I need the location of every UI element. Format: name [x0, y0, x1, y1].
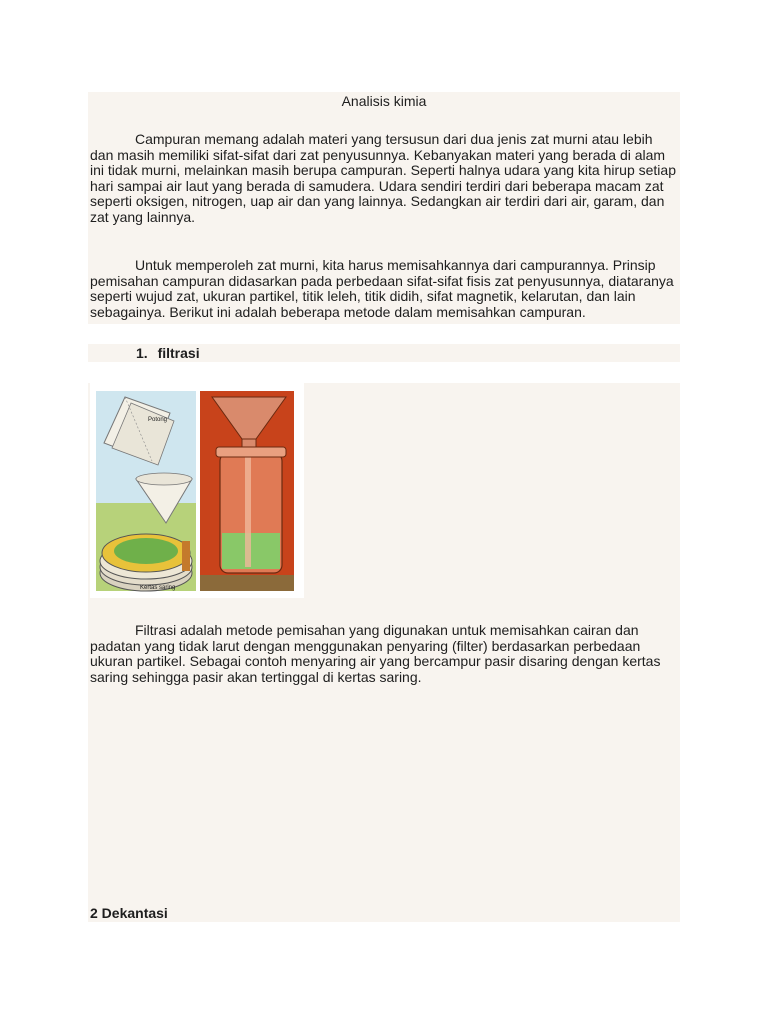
paragraph-intro: Campuran memang adalah materi yang tersusun dari dua jenis zat murni atau lebih dan masih memiliki sifat-sifat dari zat penyusunnya. Kebanyakan materi yang berada di alam ini tidak murni, melainkan masih berupa campuran. Seperti halnya udara yang kita hirup setiap hari sampai air laut yang berada di samudera. Udara sendiri terdiri dari beberapa macam zat seperti oksigen, nitrogen, uap air dan yang lainnya. Sedangkan air terdiri dari air, garam, dan zat yang lainnya. — [90, 131, 676, 225]
label-fold: Potong — [148, 417, 168, 423]
filtration-drawing — [90, 383, 304, 598]
paragraph-filtrasi: Filtrasi adalah metode pemisahan yang digunakan untuk memisahkan cairan dan padatan yang tidak larut dengan menggunakan penyaring (filter) berdasarkan perbedaan ukuran partikel. Sebagai contoh menyaring air yang bercampur pasir disaring dengan kertas saring sehingga pasir akan tertinggal di kertas saring. — [90, 622, 661, 685]
section-heading-dekantasi: 2 Dekantasi — [90, 905, 168, 921]
section-heading-filtrasi — [136, 344, 200, 362]
filtration-illustration — [90, 383, 304, 598]
section-number: 1. — [136, 345, 148, 361]
section-title: filtrasi — [157, 345, 200, 361]
label-filter-paper: Kertas saring — [140, 585, 176, 591]
page-title: Analisis kimia — [341, 93, 427, 109]
paragraph-principle: Untuk memperoleh zat murni, kita harus memisahkannya dari campurannya. Prinsip pemisahan campuran didasarkan pada perbedaan sifat-sifat fisis zat penyusunnya, diataranya seperti wujud zat, ukuran partikel, titik leleh, titik didih, sifat magnetik, kelarutan, dan lain sebagainya. Berikut ini adalah beberapa metode dalam memisahkan campuran. — [90, 257, 674, 320]
